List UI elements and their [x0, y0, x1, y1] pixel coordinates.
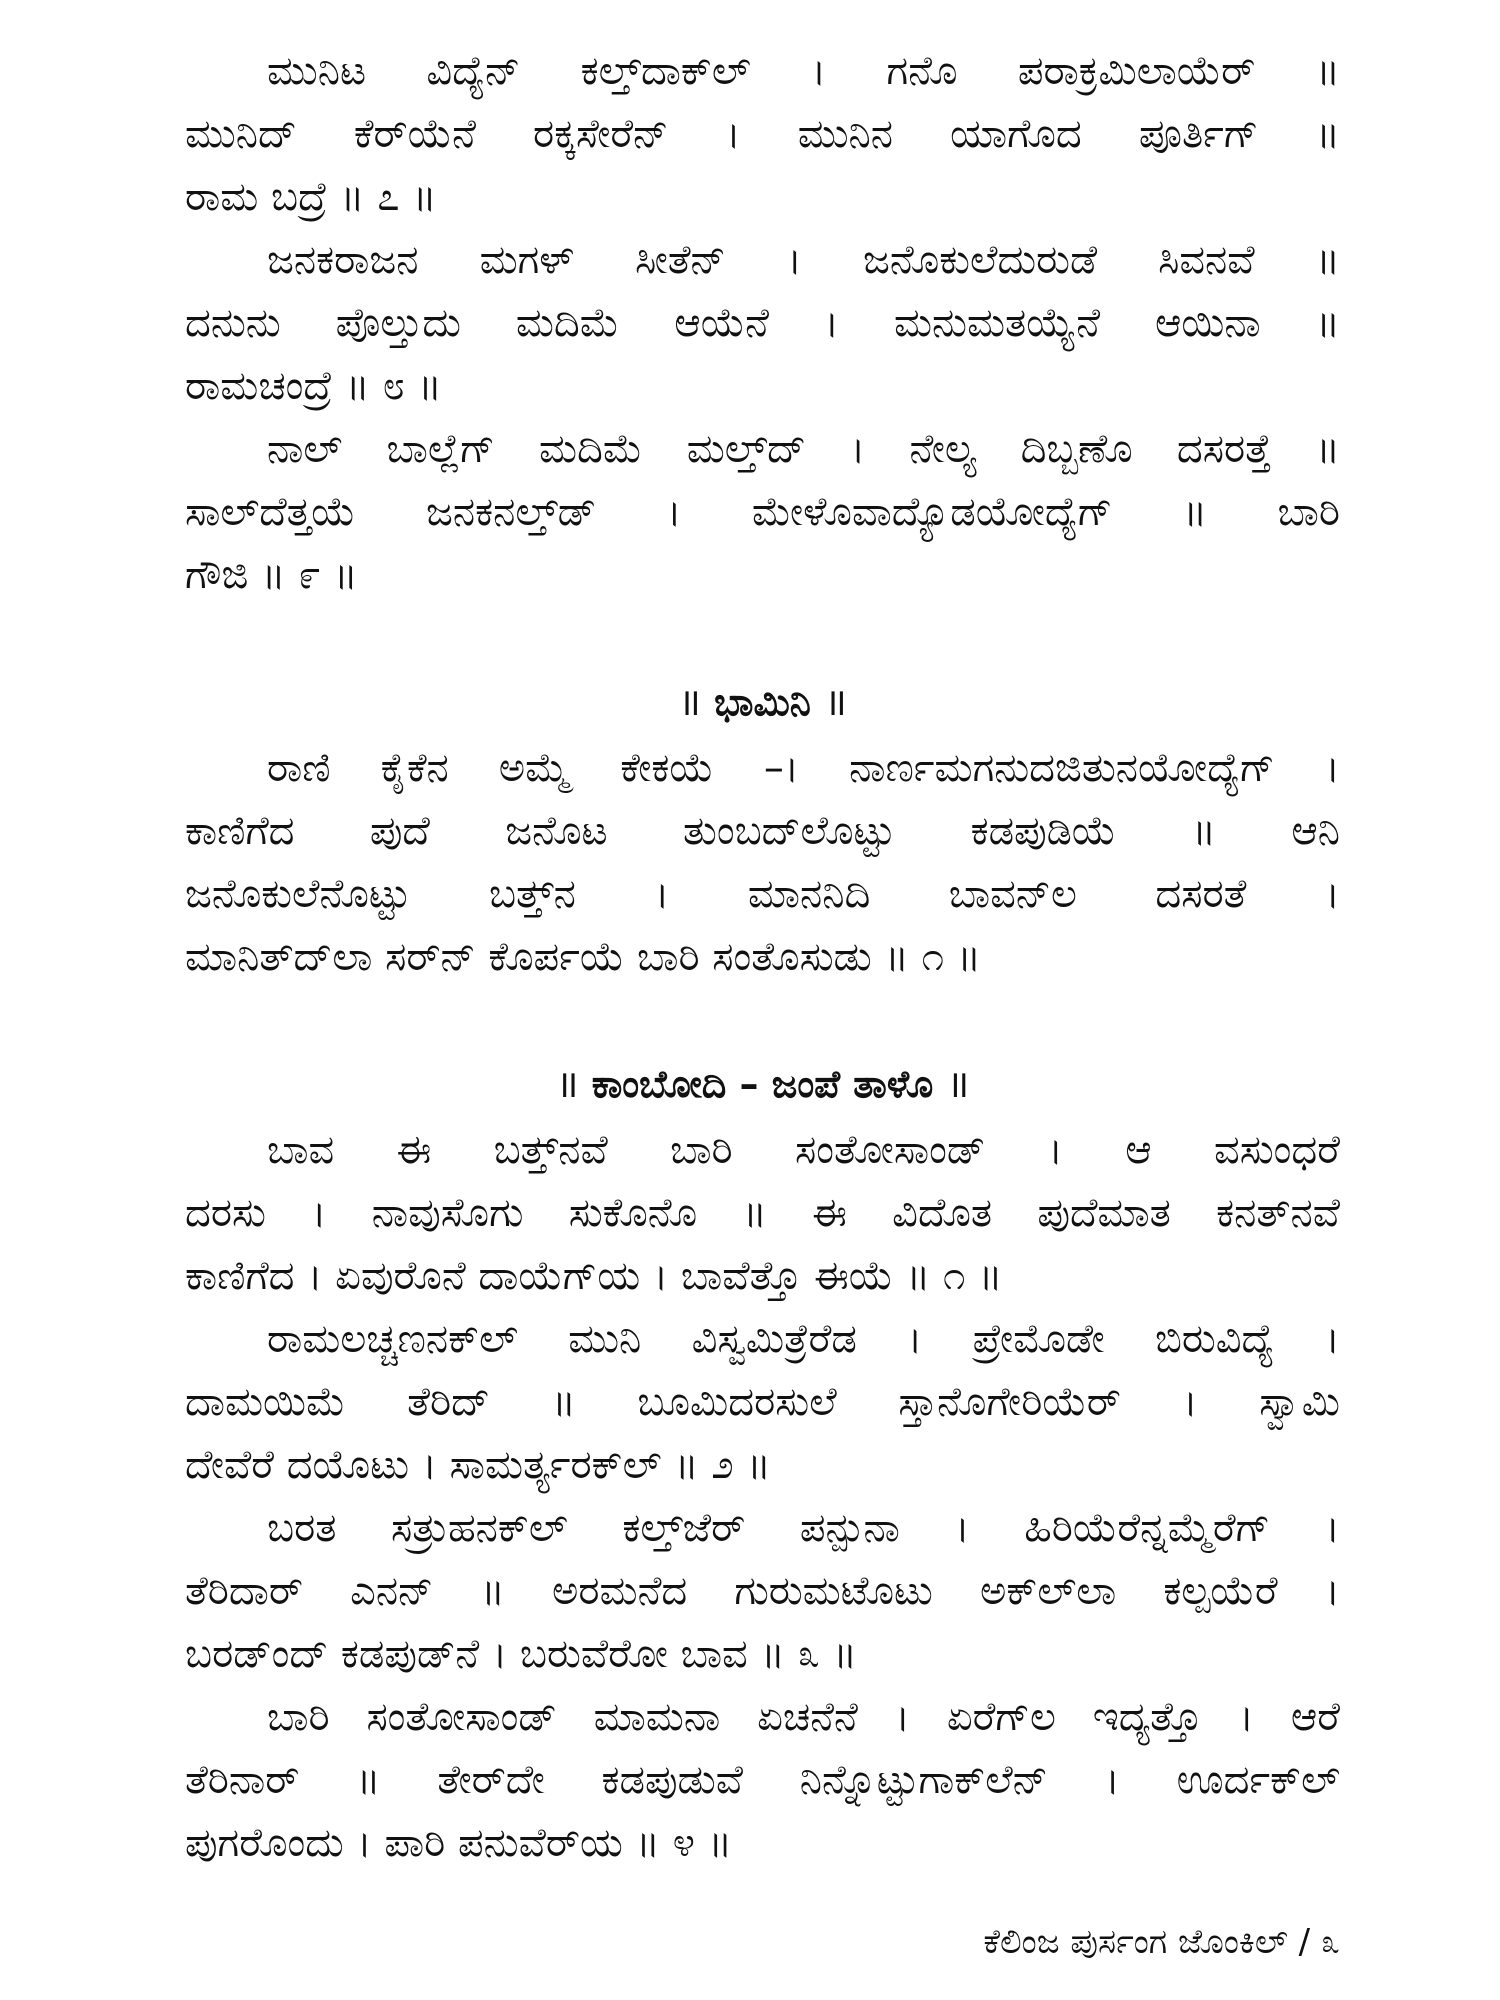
verse-line: ಬರತ ಸತ್ರುಹನಕ್‌ಲ್ ಕಲ್ತ್‌ಜೆರ್ ಪನ್ಪುನಾ । ಹಿರಿಯೆರೆನ್ನಮ್ಮೆರೆಗ್ ।	[267, 1505, 1340, 1551]
verse-line: ತೆರಿನಾರ್ ॥ ತೇರ್‌ದೇ ಕಡಪುಡುವೆ ನಿನ್ನೊಟ್ಟುಗಾಕ್‌ಲೆನ್ । ಊರ್ದಕ್‌ಲ್	[185, 1757, 1340, 1803]
verse-line: ಕಾಣಿಗೆದ ಪುದೆ ಜನೊಟ ತುಂಬದ್‌ಲೊಟ್ಟು ಕಡಪುಡಿಯೆ ॥ ಆನಿ	[185, 808, 1340, 854]
verse-line: ಮಾನಿತ್‌ದ್‌ಲಾ ಸರ್‌ನ್ ಕೊರ್ಪಯೆ ಬಾರಿ ಸಂತೊಸುಡು ॥ ೧ ॥	[185, 934, 982, 980]
verse-line: ಬರಡ್ಂದ್ ಕಡಪುಡ್‌ನೆ । ಬರುವೆರೋ ಬಾವ ॥ ೩ ॥	[185, 1631, 858, 1677]
stanza-k4	[185, 1686, 1340, 1875]
double-danda-mark: ॥	[946, 1062, 970, 1106]
section-heading-kamboji	[185, 1049, 1340, 1119]
verse-line: ತೆರಿದಾರ್ ಎನನ್ ॥ ಅರಮನೆದ ಗುರುಮಟೊಟು ಅಕ್‌ಲ್‌ಲಾ ಕಲ್ಪಯೆರೆ ।	[185, 1568, 1340, 1614]
verse-line: ಮುನಿಟ ವಿದ್ಯೆನ್ ಕಲ್ತ್‌ದಾಕ್‌ಲ್ । ಗನೊ ಪರಾಕ್ರಮಿಲಾಯೆರ್ ॥	[267, 48, 1340, 94]
verse-line: ಮುನಿದ್ ಕೆರ್‌ಯೆನೆ ರಕ್ಕಸೇರೆನ್ । ಮುನಿನ ಯಾಗೊದ ಪೂರ್ತಿಗ್ ॥	[185, 111, 1340, 157]
stanza-8	[185, 229, 1340, 418]
section-heading-bhamini	[185, 667, 1340, 737]
page-body	[185, 40, 1340, 1875]
stanza-k3	[185, 1497, 1340, 1686]
verse-line: ರಾಮಚಂದ್ರೆ ॥ ೮ ॥	[185, 363, 442, 409]
verse-line: ದಾಮಯಿಮೆ ತೆರಿದ್ ॥ ಬೂಮಿದರಸುಲೆ ಸ್ತಾನೊಗೇರಿಯೆರ್ । ಸ್ವಾಮಿ	[185, 1379, 1340, 1425]
stanza-k2	[185, 1308, 1340, 1497]
verse-line: ನಾಲ್ ಬಾಲ್ಲೆಗ್ ಮದಿಮೆ ಮಲ್ತ್‌ದ್ । ನೇಲ್ಯ ದಿಬ್ಬಣೊ ದಸರತ್ತೆ ॥	[267, 426, 1340, 472]
bhamini-stanza	[185, 737, 1340, 989]
verse-line: ರಾಮಲಚ್ಚಣನಕ್‌ಲ್ ಮುನಿ ವಿಸ್ವಮಿತ್ರೆರೆಡ । ಪ್ರೇಮೊಡೇ ಬಿರುವಿದ್ಯೆ ।	[267, 1316, 1340, 1362]
verse-line: ಪುಗರೊಂದು । ಪಾರಿ ಪನುವೆರ್‌ಯ ॥ ೪ ॥	[185, 1820, 733, 1866]
double-danda-mark: ॥	[678, 680, 701, 724]
verse-line: ಕಾಣಿಗೆದ । ಏವುರೊನೆ ದಾಯೆಗ್‌ಯ । ಬಾವೆತ್ತೊ ಈಯೆ ॥ ೧ ॥	[185, 1253, 1003, 1299]
verse-line: ದನುನು ಪೊಲ್ತುದು ಮದಿಮೆ ಆಯೆನೆ । ಮನುಮತಯ್ಯೆನೆ ಆಯಿನಾ ॥	[185, 300, 1340, 346]
heading-title: ಭಾಮಿನಿ	[714, 680, 811, 724]
verse-line: ರಾಮ ಬದ್ರೆ ॥ ೭ ॥	[185, 174, 437, 220]
section-spacer	[185, 607, 1340, 667]
verse-line: ಜನೊಕುಲೆನೊಟ್ಟು ಬತ್ತ್‌ನ । ಮಾನನಿದಿ ಬಾವನ್‌ಲ ದಸರತೆ ।	[185, 871, 1340, 917]
double-danda-mark: ॥	[824, 680, 847, 724]
page-footer: ಕೆಲಿಂಜ ಪುರ್ಸಂಗ ಜೊಂಕಿಲ್ / ೩	[983, 1922, 1340, 1962]
verse-line: ರಾಣಿ ಕೈಕೆನ ಅಮ್ಮೆ ಕೇಕಯೆ –। ನಾರ್ಣಮಗನುದಜಿತುನಯೋದ್ಯೆಗ್ ।	[267, 745, 1340, 791]
stanza-9	[185, 418, 1340, 607]
double-danda-mark: ॥	[555, 1062, 579, 1106]
heading-title: ಕಾಂಬೋದಿ – ಜಂಪೆ ತಾಳೊ	[591, 1062, 934, 1106]
verse-line: ಸಾಲ್‌ದೆತ್ತಯೆ ಜನಕನಲ್ತ್‌ಡ್ । ಮೇಳೊವಾದ್ಯೊಡಯೋದ್ಯೆಗ್ ॥ ಬಾರಿ	[185, 489, 1340, 535]
verse-line: ದರಸು । ನಾವುಸೊಗು ಸುಕೊನೊ ॥ ಈ ವಿದೊತ ಪುದೆಮಾತ ಕನತ್‌ನವೆ	[185, 1190, 1340, 1236]
verse-line: ಗೌಜಿ ॥ ೯ ॥	[185, 552, 358, 598]
verse-line: ಬಾರಿ ಸಂತೋಸಾಂಡ್ ಮಾಮನಾ ಏಚನೆನೆ । ಏರೆಗ್‌ಲ ಇದ್ಯತ್ತೊ । ಆರೆ	[267, 1694, 1340, 1740]
verse-line: ದೇವೆರೆ ದಯೊಟು । ಸಾಮರ್ತ್ಯರಕ್‌ಲ್ ॥ ೨ ॥	[185, 1442, 771, 1488]
section-spacer	[185, 989, 1340, 1049]
verse-line: ಬಾವ ಈ ಬತ್ತ್‌ನವೆ ಬಾರಿ ಸಂತೋಸಾಂಡ್ । ಆ ವಸುಂಧರೆ	[267, 1127, 1340, 1173]
verse-line: ಜನಕರಾಜನ ಮಗಳ್ ಸೀತೆನ್ । ಜನೊಕುಲೆದುರುಡೆ ಸಿವನವೆ ॥	[267, 237, 1340, 283]
stanza-7	[185, 40, 1340, 229]
stanza-k1	[185, 1119, 1340, 1308]
